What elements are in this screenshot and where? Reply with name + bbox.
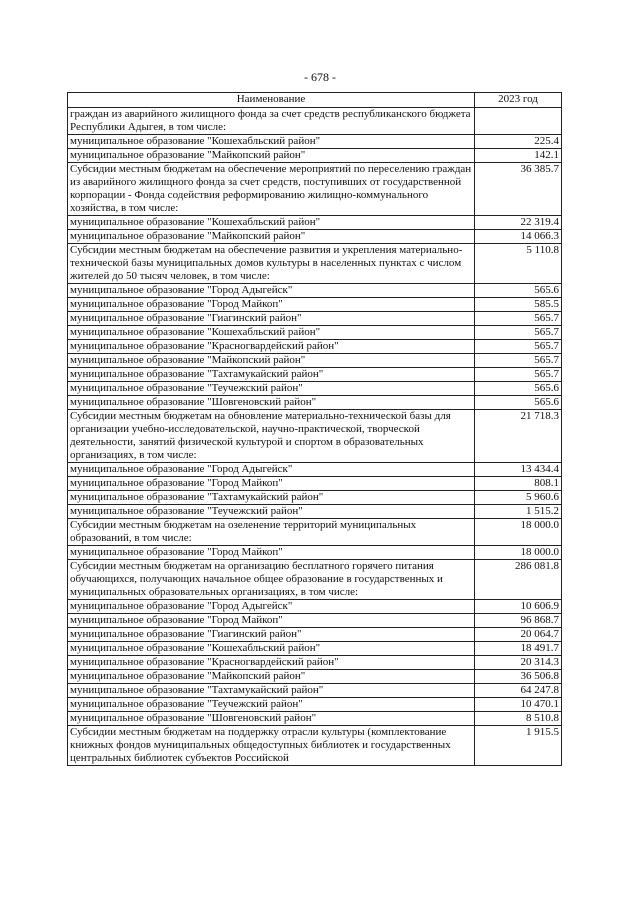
row-name: муниципальное образование "Тахтамукайский район" (68, 491, 475, 505)
table-row (68, 382, 562, 396)
row-value: 565.7 (475, 354, 562, 368)
table-row (68, 560, 562, 600)
table-header-row (68, 93, 562, 108)
row-name: Субсидии местным бюджетам на обеспечение мероприятий по переселению граждан из аварийного жилищного фонда за счет средств, поступивших от государственной корпорации - Фонда содействия реформированию жилищно-коммунального хозяйства, в том числе: (68, 163, 475, 216)
table-row (68, 656, 562, 670)
table-row (68, 463, 562, 477)
row-value: 565.6 (475, 284, 562, 298)
row-name: граждан из аварийного жилищного фонда за счет средств республиканского бюджета Республики Адыгея, в том числе: (68, 108, 475, 135)
row-value: 18 000.0 (475, 519, 562, 546)
row-name: муниципальное образование "Майкопский район" (68, 354, 475, 368)
row-name: муниципальное образование "Город Майкоп" (68, 546, 475, 560)
row-name: муниципальное образование "Город Адыгейск" (68, 600, 475, 614)
table-row (68, 284, 562, 298)
table-row (68, 505, 562, 519)
row-name: муниципальное образование "Город Майкоп" (68, 298, 475, 312)
row-value: 10 470.1 (475, 698, 562, 712)
row-value: 14 066.3 (475, 230, 562, 244)
budget-table (67, 92, 562, 766)
row-name: Субсидии местным бюджетам на обеспечение развития и укрепления материально-технической базы муниципальных домов культуры в населенных пунктах с числом жителей до 50 тысяч человек, в том числе: (68, 244, 475, 284)
table-row (68, 698, 562, 712)
row-name: муниципальное образование "Кошехабльский район" (68, 216, 475, 230)
table-row (68, 244, 562, 284)
row-name: муниципальное образование "Кошехабльский район" (68, 135, 475, 149)
row-value: 36 506.8 (475, 670, 562, 684)
row-value: 18 000.0 (475, 546, 562, 560)
row-name: муниципальное образование "Город Адыгейск" (68, 284, 475, 298)
table-row (68, 340, 562, 354)
table-row (68, 477, 562, 491)
table-row (68, 726, 562, 766)
row-name: муниципальное образование "Майкопский район" (68, 230, 475, 244)
table-row (68, 491, 562, 505)
table-row (68, 368, 562, 382)
row-value: 286 081.8 (475, 560, 562, 600)
table-body (68, 108, 562, 766)
row-name: муниципальное образование "Теучежский район" (68, 698, 475, 712)
row-name: муниципальное образование "Шовгеновский район" (68, 396, 475, 410)
table-row (68, 519, 562, 546)
table-row (68, 642, 562, 656)
table-row (68, 312, 562, 326)
row-name: муниципальное образование "Город Майкоп" (68, 614, 475, 628)
row-value: 585.5 (475, 298, 562, 312)
header-year: 2023 год (475, 93, 562, 108)
row-name: муниципальное образование "Майкопский район" (68, 670, 475, 684)
row-value: 1 515.2 (475, 505, 562, 519)
table-row (68, 230, 562, 244)
table-row (68, 712, 562, 726)
row-value: 64 247.8 (475, 684, 562, 698)
row-value: 10 606.9 (475, 600, 562, 614)
table-row (68, 670, 562, 684)
row-value: 565.7 (475, 368, 562, 382)
row-name: муниципальное образование "Красногвардейский район" (68, 656, 475, 670)
table-row (68, 396, 562, 410)
table-row (68, 108, 562, 135)
row-value: 20 064.7 (475, 628, 562, 642)
row-value: 1 915.5 (475, 726, 562, 766)
row-value: 8 510.8 (475, 712, 562, 726)
row-name: муниципальное образование "Теучежский район" (68, 382, 475, 396)
row-name: муниципальное образование "Красногвардейский район" (68, 340, 475, 354)
table-row (68, 298, 562, 312)
row-name: муниципальное образование "Теучежский район" (68, 505, 475, 519)
table-row (68, 149, 562, 163)
row-name: муниципальное образование "Город Майкоп" (68, 477, 475, 491)
row-name: муниципальное образование "Гиагинский район" (68, 312, 475, 326)
row-value: 20 314.3 (475, 656, 562, 670)
row-name: Субсидии местным бюджетам на организацию бесплатного горячего питания обучающихся, получающих начальное общее образование в государственных и муниципальных образовательных организациях, в том числе: (68, 560, 475, 600)
row-name: муниципальное образование "Тахтамукайский район" (68, 368, 475, 382)
table-row (68, 684, 562, 698)
row-value: 22 319.4 (475, 216, 562, 230)
row-name: Субсидии местным бюджетам на поддержку отрасли культуры (комплектование книжных фондов муниципальных общедоступных библиотек и государственных центральных библиотек субъектов Российской (68, 726, 475, 766)
table-row (68, 614, 562, 628)
row-value: 21 718.3 (475, 410, 562, 463)
row-value: 565.7 (475, 340, 562, 354)
table-row (68, 600, 562, 614)
table-row (68, 354, 562, 368)
row-value: 36 385.7 (475, 163, 562, 216)
row-value: 142.1 (475, 149, 562, 163)
row-value (475, 108, 562, 135)
row-name: муниципальное образование "Тахтамукайский район" (68, 684, 475, 698)
table-row (68, 628, 562, 642)
row-value: 565.6 (475, 382, 562, 396)
row-value: 13 434.4 (475, 463, 562, 477)
row-value: 18 491.7 (475, 642, 562, 656)
table-row (68, 216, 562, 230)
row-value: 225.4 (475, 135, 562, 149)
table-row (68, 326, 562, 340)
row-name: муниципальное образование "Город Адыгейск" (68, 463, 475, 477)
table-row (68, 410, 562, 463)
table-row (68, 135, 562, 149)
row-value: 808.1 (475, 477, 562, 491)
row-value: 565.6 (475, 396, 562, 410)
row-name: муниципальное образование "Майкопский район" (68, 149, 475, 163)
row-value: 5 960.6 (475, 491, 562, 505)
row-value: 565.7 (475, 326, 562, 340)
table-row (68, 546, 562, 560)
row-name: Субсидии местным бюджетам на озеленение территорий муниципальных образований, в том числе: (68, 519, 475, 546)
row-name: Субсидии местным бюджетам на обновление материально-технической базы для организации учебно-исследовательской, научно-практической, творческой деятельности, занятий физической культурой и спортом в образовательных организациях, в том числе: (68, 410, 475, 463)
row-name: муниципальное образование "Кошехабльский район" (68, 326, 475, 340)
row-value: 96 868.7 (475, 614, 562, 628)
row-value: 5 110.8 (475, 244, 562, 284)
row-value: 565.7 (475, 312, 562, 326)
table-row (68, 163, 562, 216)
row-name: муниципальное образование "Кошехабльский район" (68, 642, 475, 656)
row-name: муниципальное образование "Шовгеновский район" (68, 712, 475, 726)
header-name: Наименование (68, 93, 475, 108)
page-number: - 678 - (304, 70, 336, 84)
row-name: муниципальное образование "Гиагинский район" (68, 628, 475, 642)
